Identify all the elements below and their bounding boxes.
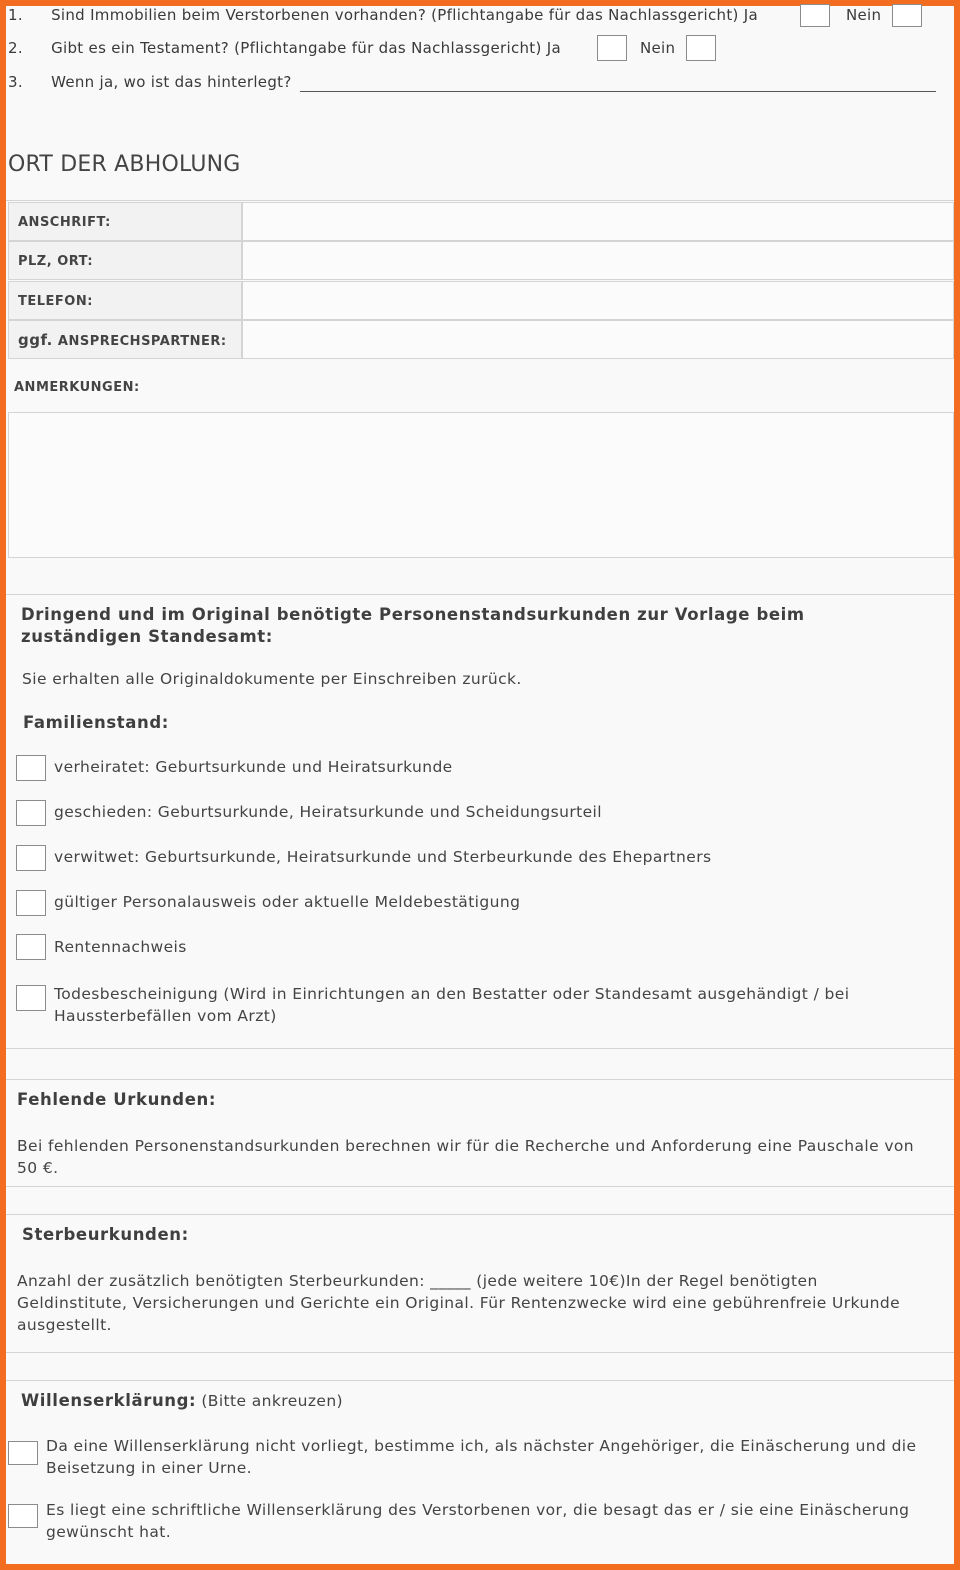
missing-docs-text: Bei fehlenden Personenstandsurkunden berechnen wir für die Recherche und Anforderung eine Pauschale von 50 €. [17, 1137, 915, 1177]
will-heading-row [21, 1390, 343, 1412]
zip-city-label: PLZ, ORT: [8, 241, 242, 280]
will-panel [6, 1380, 954, 1564]
no-will-checkbox[interactable] [8, 1441, 38, 1465]
question-number: 3. [8, 73, 23, 91]
no-label: Nein [640, 39, 676, 57]
q2-yes-checkbox[interactable] [597, 35, 627, 61]
q2-no-checkbox[interactable] [686, 35, 716, 61]
documents-note: Sie erhalten alle Originaldokumente per Einschreiben zurück. [22, 670, 522, 688]
option-label: Rentennachweis [54, 938, 187, 956]
address-label: ANSCHRIFT: [8, 202, 242, 241]
pension-proof-checkbox[interactable] [16, 934, 46, 960]
q1-no-checkbox[interactable] [892, 4, 922, 27]
missing-docs-heading: Fehlende Urkunden: [17, 1090, 217, 1109]
zip-city-field[interactable] [242, 241, 954, 280]
option-label: verheiratet: Geburtsurkunde und Heiratsurkunde [54, 758, 453, 776]
divorced-checkbox[interactable] [16, 800, 46, 826]
testament-location-line[interactable] [300, 91, 936, 92]
death-certificate-checkbox[interactable] [16, 985, 46, 1011]
death-certs-panel [6, 1214, 954, 1353]
question-number: 1. [8, 6, 23, 24]
yes-label: Ja [546, 39, 561, 57]
q1-yes-checkbox[interactable] [800, 4, 830, 27]
no-label: Nein [846, 6, 882, 24]
remarks-field[interactable] [8, 412, 954, 558]
address-field[interactable] [242, 202, 954, 241]
will-hint: (Bitte ankreuzen) [201, 1392, 343, 1410]
written-will-checkbox[interactable] [8, 1504, 38, 1528]
family-status-heading: Familienstand: [23, 713, 169, 732]
written-will-text: Es liegt eine schriftliche Willenserklärung des Verstorbenen vor, die besagt das er / sie eine Einäscherung gewünscht hat. [46, 1501, 910, 1541]
pickup-title: ORT DER ABHOLUNG [8, 152, 241, 177]
option-label: verwitwet: Geburtsurkunde, Heiratsurkunde und Sterbeurkunde des Ehepartners [54, 848, 712, 866]
question-text: Wenn ja, wo ist das hinterlegt? [51, 73, 292, 91]
contact-person-field[interactable] [242, 320, 954, 359]
death-certs-text: Anzahl der zusätzlich benötigten Sterbeurkunden: _____ (jede weitere 10€)In der Regel benötigten Geldinstitute, Versicherungen und Gerichte ein Original. Für Rentenzwecke wird eine gebührenfreie Urkunde ausgestellt. [17, 1272, 901, 1334]
question-1 [8, 6, 758, 24]
remarks-label: ANMERKUNGEN: [14, 380, 140, 395]
phone-field[interactable] [242, 281, 954, 320]
question-3 [8, 73, 292, 91]
option-label: gültiger Personalausweis oder aktuelle Meldebestätigung [54, 893, 521, 911]
question-text: Gibt es ein Testament? (Pflichtangabe für das Nachlassgericht) [51, 39, 542, 57]
no-will-text: Da eine Willenserklärung nicht vorliegt, bestimme ich, als nächster Angehöriger, die Einäscherung und die Beisetzung in einer Urne. [46, 1437, 917, 1477]
death-certs-heading: Sterbeurkunden: [22, 1225, 189, 1244]
yes-label: Ja [743, 6, 758, 24]
question-2 [8, 39, 561, 57]
option-label: Todesbescheinigung (Wird in Einrichtungen an den Bestatter oder Standesamt ausgehändigt / bei Haussterbefällen vom Arzt) [54, 985, 850, 1025]
question-text: Sind Immobilien beim Verstorbenen vorhanden? (Pflichtangabe für das Nachlassgericht) [51, 6, 739, 24]
question-number: 2. [8, 39, 23, 57]
married-checkbox[interactable] [16, 755, 46, 781]
will-heading: Willenserklärung: [21, 1391, 197, 1410]
missing-docs-panel [6, 1079, 954, 1187]
phone-label: TELEFON: [8, 281, 242, 320]
id-card-checkbox[interactable] [16, 890, 46, 916]
widowed-checkbox[interactable] [16, 845, 46, 871]
divider [6, 200, 954, 201]
documents-panel [6, 594, 954, 1049]
option-label: geschieden: Geburtsurkunde, Heiratsurkunde und Scheidungsurteil [54, 803, 602, 821]
documents-heading: Dringend und im Original benötigte Personenstandsurkunden zur Vorlage beim zuständigen Standesamt: [21, 605, 805, 646]
contact-person-label: ggf. ANSPRECHSPARTNER: [8, 320, 242, 359]
